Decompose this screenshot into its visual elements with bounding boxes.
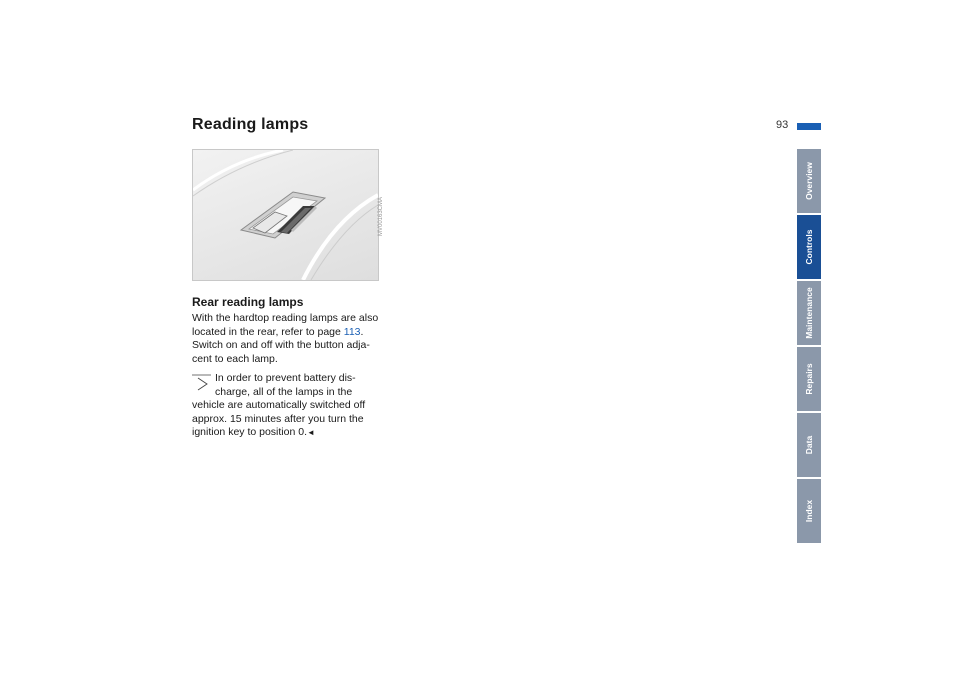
body-text-segment: located in the rear, refer to page (192, 325, 344, 338)
tab-label: Maintenance (804, 287, 814, 339)
body-line: cent to each lamp. (192, 352, 278, 365)
body-line: Switch on and off with the button adja- (192, 339, 370, 351)
tab-controls[interactable] (797, 215, 821, 279)
tab-repairs[interactable] (797, 347, 821, 411)
note-block (192, 372, 392, 440)
page-marker (797, 123, 821, 130)
page-number: 93 (776, 119, 789, 131)
note-line: vehicle are automatically switched off (192, 399, 366, 411)
end-mark-icon: ◄ (307, 428, 315, 437)
page-link[interactable]: 113 (343, 325, 361, 338)
note-line: In order to prevent battery dis- (215, 372, 356, 384)
note-line (192, 426, 392, 440)
reading-lamp-figure (192, 149, 379, 281)
reading-lamp-illustration (193, 150, 378, 280)
body-text-segment: . (360, 325, 364, 338)
tab-overview[interactable] (797, 149, 821, 213)
tab-label: Repairs (804, 363, 814, 395)
tab-maintenance[interactable] (797, 281, 821, 345)
note-line: approx. 15 minutes after you turn the (192, 412, 364, 425)
tab-index[interactable] (797, 479, 821, 543)
note-line: charge, all of the lamps in the (215, 385, 353, 398)
tab-label: Overview (804, 162, 814, 200)
body-line: With the hardtop reading lamps are also (192, 312, 379, 324)
body-line (192, 326, 392, 340)
tab-data[interactable] (797, 413, 821, 477)
section-body (192, 312, 392, 366)
tab-label: Index (804, 499, 814, 523)
figure-code: MV00163CMA (378, 196, 384, 236)
page-title: Reading lamps (192, 116, 309, 133)
tab-label: Controls (804, 229, 814, 265)
triangle-right-icon (192, 374, 212, 394)
note-text: ignition key to position 0. (192, 426, 307, 438)
tab-label: Data (804, 435, 814, 455)
section-heading: Rear reading lamps (192, 295, 304, 309)
